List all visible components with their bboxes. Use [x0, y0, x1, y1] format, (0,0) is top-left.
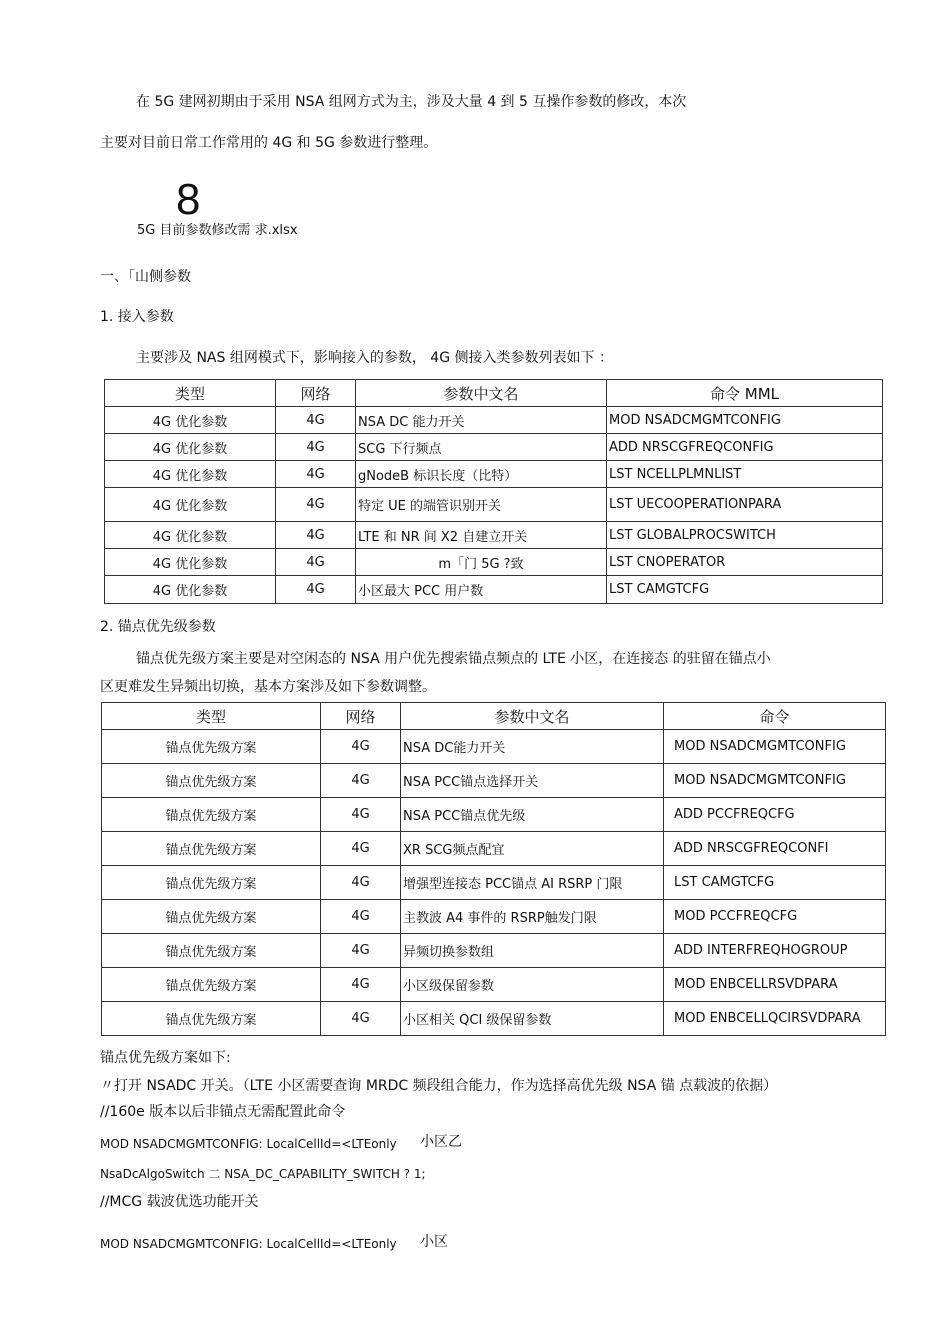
- cell-param-name: 小区相关 QCI 级保留参数: [401, 1002, 664, 1036]
- subsection-2-description-line-1: 锚点优先级方案主要是对空闲态的 NSA 用户优先搜索锚点频点的 LTE 小区，在连接态 的驻留在锚点小: [136, 651, 771, 667]
- cell-command: MOD NSADCMGMTCONFIG: [607, 407, 883, 434]
- excel-attachment-icon[interactable]: 8: [176, 175, 201, 224]
- cell-command: LST CAMGTCFG: [607, 576, 883, 604]
- subsection-2-heading: 2. 锚点优先级参数: [100, 619, 216, 635]
- cell-network: 4G: [276, 549, 356, 576]
- header-network: 网络: [276, 380, 356, 407]
- cell-param-name: SCG 下行频点: [356, 434, 607, 461]
- cell-param-name: gNodeB 标识长度（比特）: [356, 461, 607, 488]
- cell-command: MOD ENBCELLQCIRSVDPARA: [664, 1002, 886, 1036]
- cell-network: 4G: [321, 730, 401, 764]
- cell-param-name: NSA DC能力开关: [401, 730, 664, 764]
- header-command: 命令: [664, 703, 886, 730]
- anchor-priority-table: [101, 702, 886, 1036]
- scheme-command-2: NsaDcAlgoSwitch 二 NSA_DC_CAPABILITY_SWITCH ? 1;: [100, 1167, 426, 1181]
- scheme-title: 锚点优先级方案如下:: [100, 1050, 231, 1066]
- cell-type: 锚点优先级方案: [102, 798, 321, 832]
- table-row: [102, 730, 886, 764]
- table-row: [105, 576, 883, 604]
- cell-type: 锚点优先级方案: [102, 832, 321, 866]
- table-row: [102, 764, 886, 798]
- cell-param-name: NSA PCC锚点优先级: [401, 798, 664, 832]
- cell-type: 4G 优化参数: [105, 576, 276, 604]
- table-row: [102, 832, 886, 866]
- cell-command: LST GLOBALPROCSWITCH: [607, 522, 883, 549]
- cell-type: 4G 优化参数: [105, 549, 276, 576]
- cell-network: 4G: [276, 488, 356, 522]
- table-row: [105, 407, 883, 434]
- table-row: [102, 934, 886, 968]
- table-row: [105, 522, 883, 549]
- cell-network: 4G: [276, 576, 356, 604]
- cell-type: 4G 优化参数: [105, 488, 276, 522]
- cell-network: 4G: [276, 434, 356, 461]
- table-row: [102, 866, 886, 900]
- scheme-line-1: 〃打开 NSADC 开关。（LTE 小区需要查询 MRDC 频段组合能力，作为选择高优先级 NSA 锚 点载波的依据）: [100, 1078, 778, 1094]
- cell-command: MOD NSADCMGMTCONFIG: [664, 764, 886, 798]
- cell-command: LST CNOPERATOR: [607, 549, 883, 576]
- cell-type: 锚点优先级方案: [102, 1002, 321, 1036]
- header-network: 网络: [321, 703, 401, 730]
- cell-command: ADD NRSCGFREQCONFI: [664, 832, 886, 866]
- cell-network: 4G: [321, 1002, 401, 1036]
- access-parameters-table: [104, 379, 883, 604]
- cell-command: ADD INTERFREQHOGROUP: [664, 934, 886, 968]
- table-row: [105, 461, 883, 488]
- cell-command: LST NCELLPLMNLIST: [607, 461, 883, 488]
- cell-param-name: LTE 和 NR 间 X2 自建立开关: [356, 522, 607, 549]
- cell-param-name: m「门 5G ?致: [356, 549, 607, 576]
- table-row: [102, 798, 886, 832]
- cell-command: MOD ENBCELLRSVDPARA: [664, 968, 886, 1002]
- cell-param-name: 主教波 A4 事件的 RSRP触发门限: [401, 900, 664, 934]
- cell-type: 4G 优化参数: [105, 434, 276, 461]
- cell-network: 4G: [321, 832, 401, 866]
- subsection-2-description-line-2: 区更难发生异频出切换，基本方案涉及如下参数调整。: [100, 679, 436, 695]
- subsection-1-heading: 1. 接入参数: [100, 309, 174, 325]
- cell-type: 锚点优先级方案: [102, 968, 321, 1002]
- scheme-command-1: MOD NSADCMGMTCONFIG: LocalCellId=<LTEonly: [100, 1137, 397, 1151]
- cell-param-name: NSA PCC锚点选择开关: [401, 764, 664, 798]
- scheme-line-2: //160e 版本以后非锚点无需配置此命令: [100, 1104, 346, 1120]
- cell-param-name: 异频切换参数组: [401, 934, 664, 968]
- cell-command: LST CAMGTCFG: [664, 866, 886, 900]
- intro-line-2: 主要对目前日常工作常用的 4G 和 5G 参数进行整理。: [100, 135, 438, 151]
- table-row: [102, 968, 886, 1002]
- cell-type: 4G 优化参数: [105, 461, 276, 488]
- cell-param-name: XR SCG频点配宜: [401, 832, 664, 866]
- cell-type: 锚点优先级方案: [102, 900, 321, 934]
- cell-param-name: NSA DC 能力开关: [356, 407, 607, 434]
- cell-network: 4G: [321, 934, 401, 968]
- cell-network: 4G: [321, 764, 401, 798]
- intro-line-1: 在 5G 建网初期由于采用 NSA 组网方式为主，涉及大量 4 到 5 互操作参数的修改，本次: [136, 94, 687, 110]
- cell-type: 锚点优先级方案: [102, 934, 321, 968]
- cell-command: MOD PCCFREQCFG: [664, 900, 886, 934]
- cell-command: ADD NRSCGFREQCONFIG: [607, 434, 883, 461]
- cell-type: 锚点优先级方案: [102, 730, 321, 764]
- cell-type: 4G 优化参数: [105, 522, 276, 549]
- scheme-comment: //MCG 载波优选功能开关: [100, 1194, 259, 1210]
- section-1-heading: 一、「山侧参数: [100, 269, 191, 285]
- table-row: [105, 434, 883, 461]
- cell-type: 锚点优先级方案: [102, 764, 321, 798]
- header-param-name: 参数中文名: [356, 380, 607, 407]
- cell-param-name: 特定 UE 的端管识别开关: [356, 488, 607, 522]
- cell-network: 4G: [321, 798, 401, 832]
- cell-network: 4G: [321, 968, 401, 1002]
- cell-command: ADD PCCFREQCFG: [664, 798, 886, 832]
- cell-command: MOD NSADCMGMTCONFIG: [664, 730, 886, 764]
- cell-network: 4G: [321, 866, 401, 900]
- cell-network: 4G: [321, 900, 401, 934]
- scheme-command-3: MOD NSADCMGMTCONFIG: LocalCellId=<LTEonly: [100, 1237, 397, 1251]
- header-type: 类型: [102, 703, 321, 730]
- cell-network: 4G: [276, 522, 356, 549]
- subsection-1-description: 主要涉及 NAS 组网模式下，影响接入的参数， 4G 侧接入类参数列表如下 ：: [136, 350, 613, 366]
- cell-network: 4G: [276, 461, 356, 488]
- header-command: 命令 MML: [607, 380, 883, 407]
- table-row: [102, 1002, 886, 1036]
- header-param-name: 参数中文名: [401, 703, 664, 730]
- table-row: [105, 488, 883, 522]
- cell-param-name: 小区最大 PCC 用户数: [356, 576, 607, 604]
- header-type: 类型: [105, 380, 276, 407]
- table-row: [105, 549, 883, 576]
- scheme-command-1-suffix: 小区乙: [420, 1134, 462, 1150]
- scheme-command-3-suffix: 小区: [420, 1234, 448, 1250]
- cell-type: 4G 优化参数: [105, 407, 276, 434]
- table-header-row: [105, 380, 883, 407]
- cell-command: LST UECOOPERATIONPARA: [607, 488, 883, 522]
- cell-network: 4G: [276, 407, 356, 434]
- attachment-filename[interactable]: 5G 目前参数修改需 求.xlsx: [137, 223, 298, 238]
- table-row: [102, 900, 886, 934]
- table-header-row: [102, 703, 886, 730]
- cell-param-name: 小区级保留参数: [401, 968, 664, 1002]
- cell-param-name: 增强型连接态 PCC锚点 AI RSRP 门限: [401, 866, 664, 900]
- cell-type: 锚点优先级方案: [102, 866, 321, 900]
